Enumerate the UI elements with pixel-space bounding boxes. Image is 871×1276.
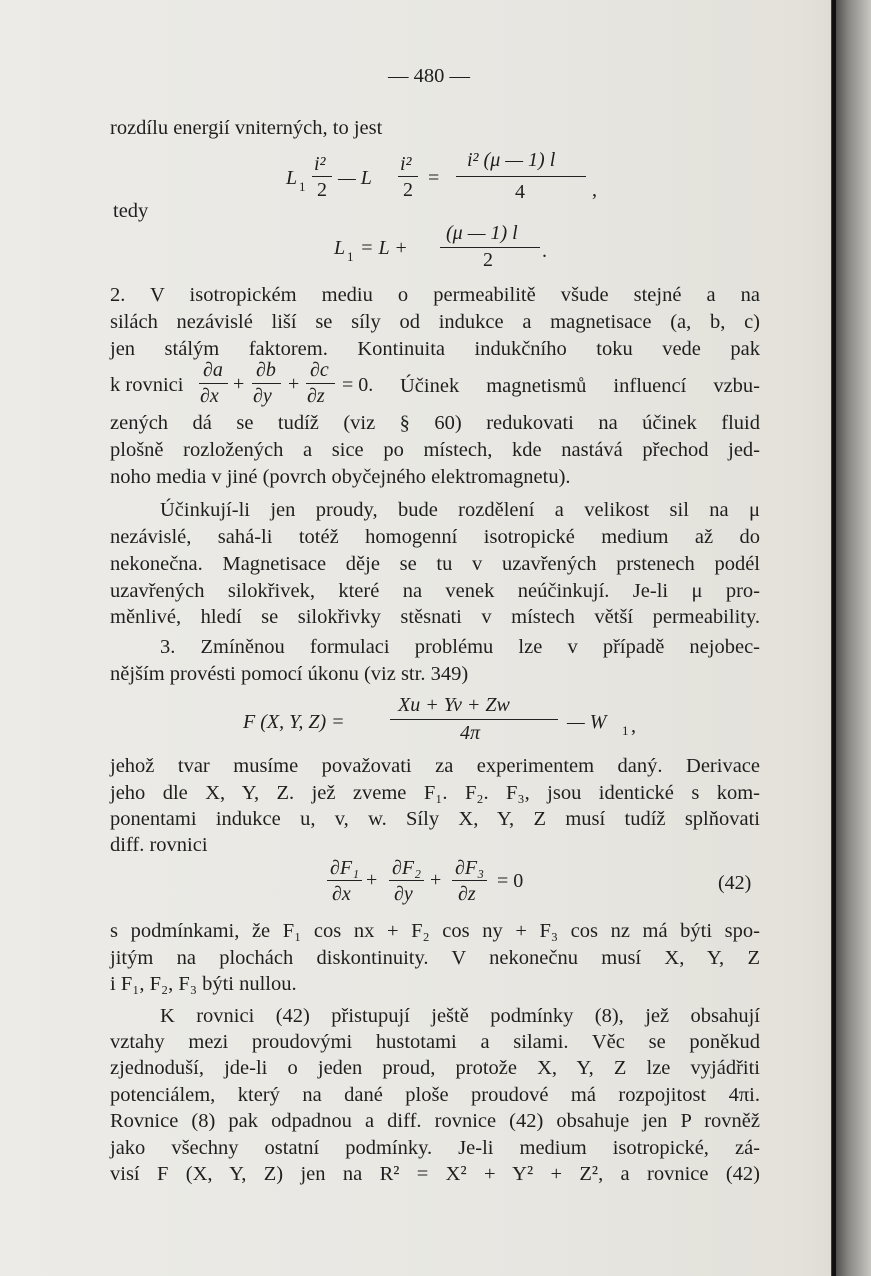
after-divergence-text: Účinek magnetismů influencí vzbu- [400,375,760,397]
page-edge-shadow [831,0,871,1276]
equation-number: (42) [718,872,752,894]
page-number: — 480 — [388,65,470,87]
page-edge-line [832,0,836,1276]
intro-line: rozdílu energií vniterných, to jest [110,117,383,139]
tedy-label: tedy [113,200,149,222]
k-rovnici: k rovnici [110,374,184,396]
